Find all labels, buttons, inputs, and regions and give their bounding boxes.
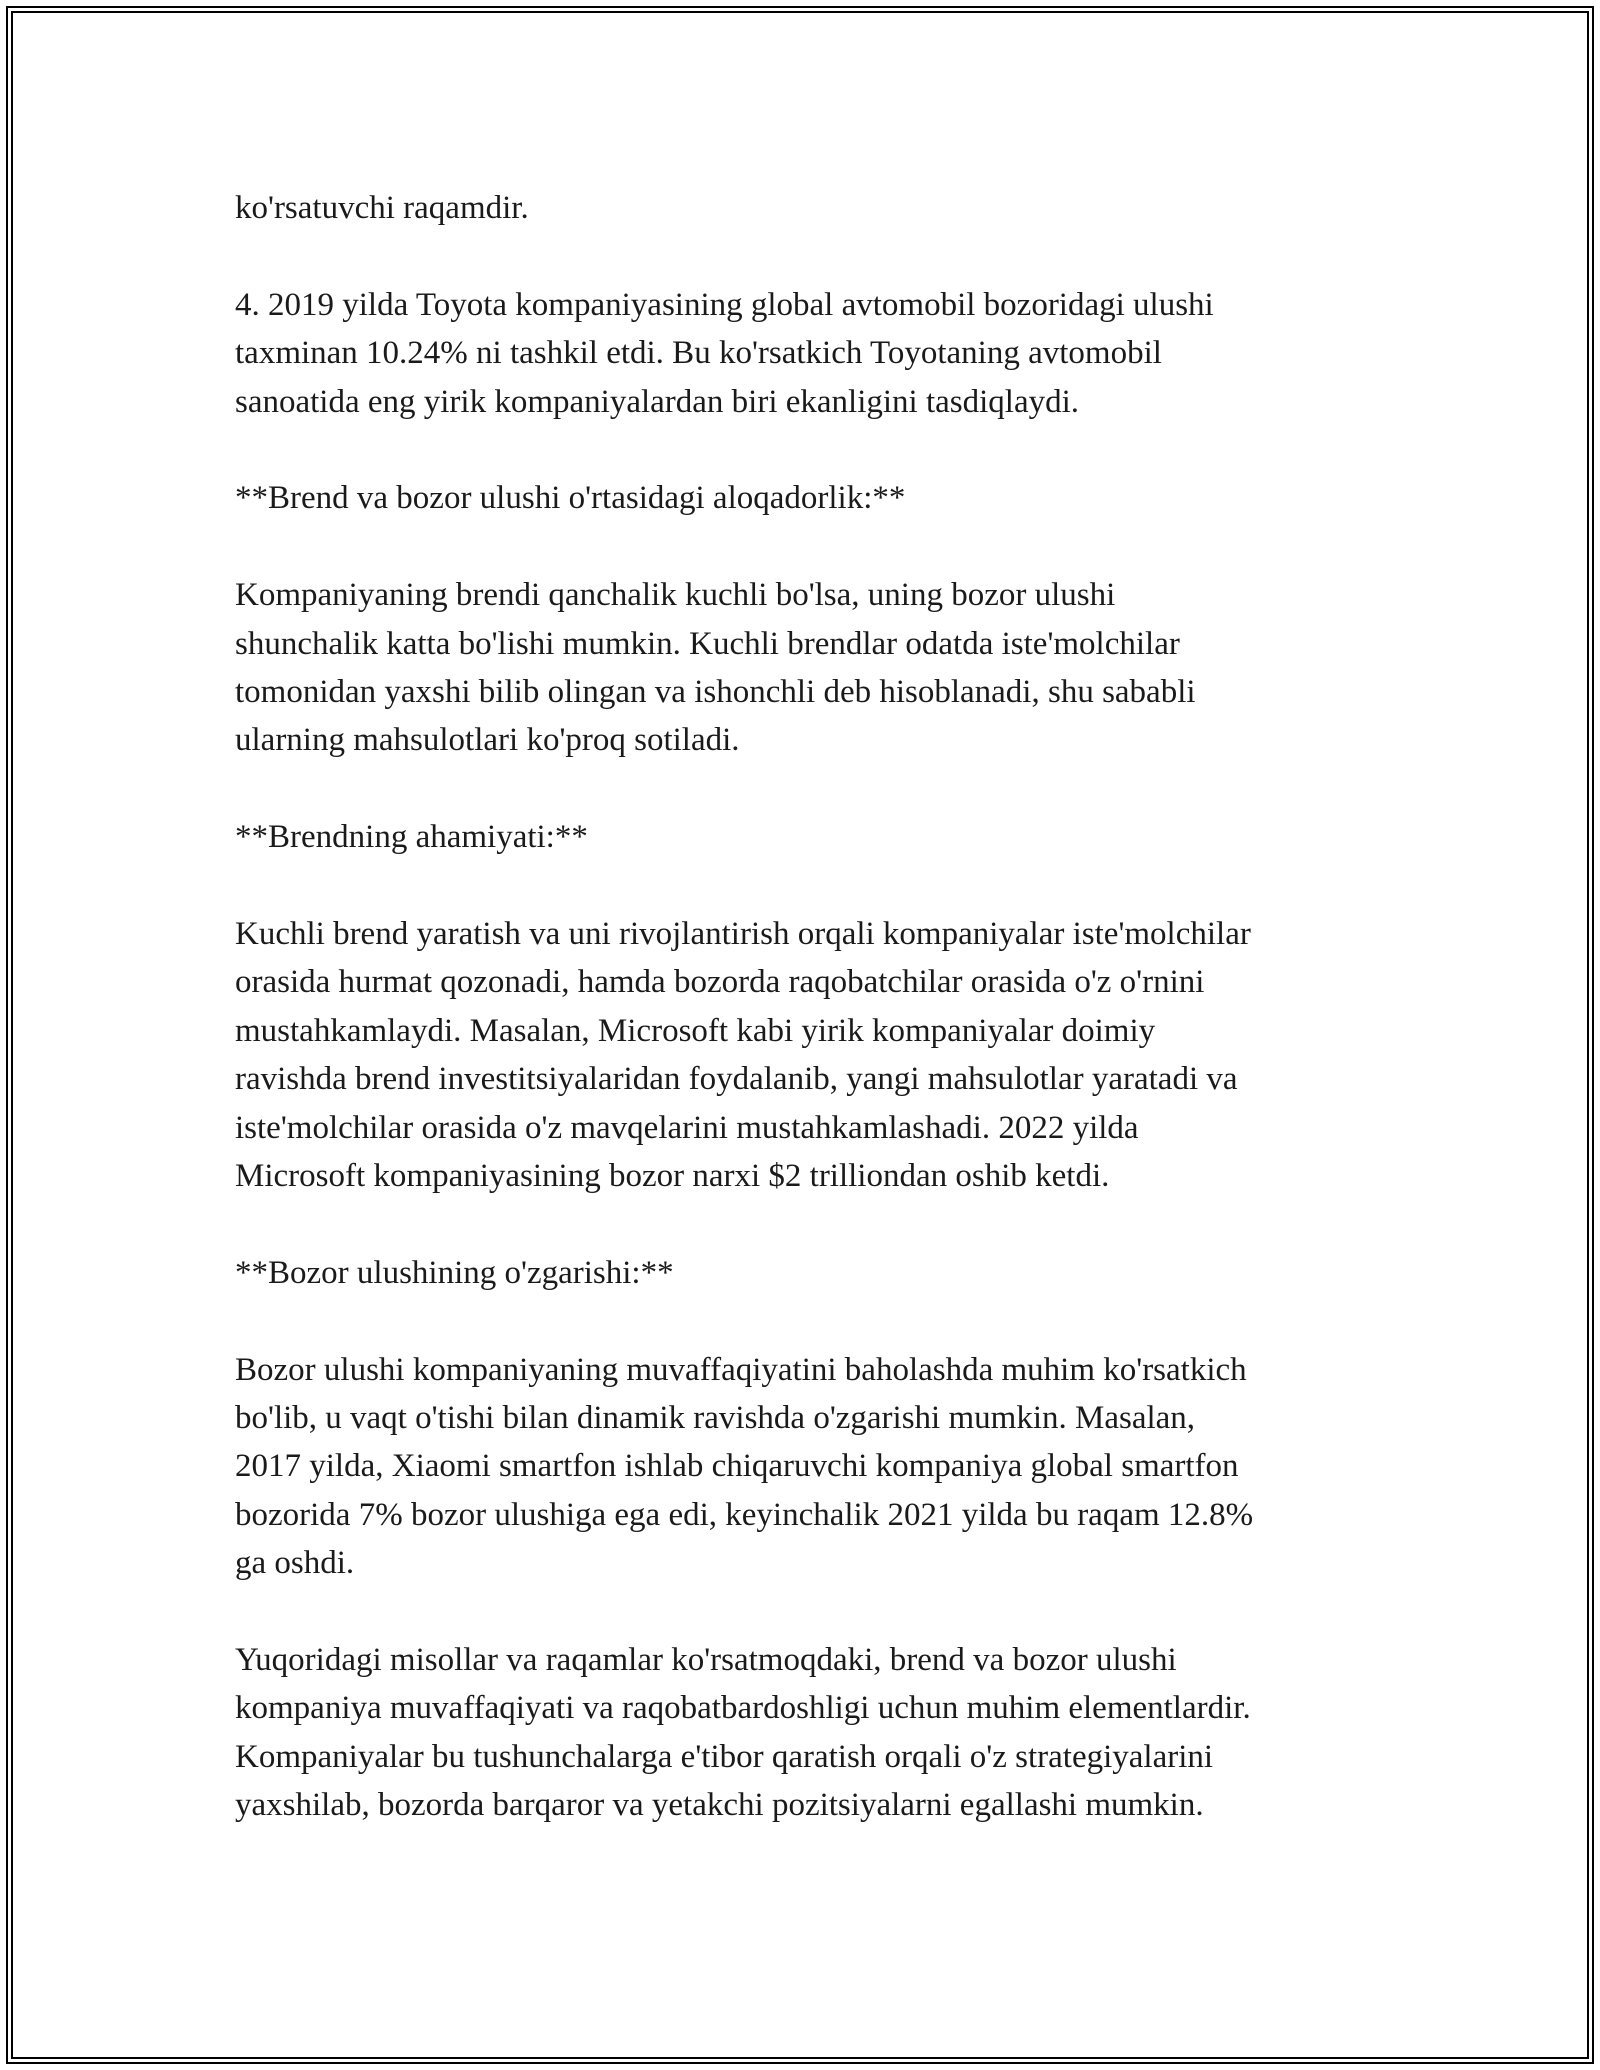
heading-brand-market-share-relation: **Brend va bozor ulushi o'rtasidagi aloqadorlik:** [235,480,906,517]
heading-brand-importance: **Brendning ahamiyati:** [235,819,588,856]
paragraph-microsoft-example: Kuchli brend yaratish va uni rivojlantirish orqali kompaniyalar iste'molchilar orasida hurmat qozonadi, hamda bozorda raqobatchilar orasida o'z o'rnini mustahkamlaydi. Masalan, Microsoft kabi yirik kompaniyalar doimiy ravishda brend investitsiyalaridan foydalanib, yangi mahsulotlar yaratadi va iste'molchilar orasida o'z mavqelarini mustahkamlashadi. 2022 yilda Microsoft kompaniyasining bozor narxi $2 trilliondan oshib ketdi. [235,916,1251,1195]
paragraph-brand-strength: Kompaniyaning brendi qanchalik kuchli bo'lsa, uning bozor ulushi shunchalik katta bo'lishi mumkin. Kuchli brendlar odatda iste'molchilar tomonidan yaxshi bilib olingan va ishonchli deb hisoblanadi, shu sababli ularning mahsulotlari ko'proq sotiladi. [235,577,1196,759]
heading-market-share-change: **Bozor ulushining o'zgarishi:** [235,1254,674,1291]
paragraph-conclusion: Yuqoridagi misollar va raqamlar ko'rsatmoqdaki, brend va bozor ulushi kompaniya muvaffaqiyati va raqobatbardoshligi uchun muhim elementlardir. Kompaniyalar bu tushunchalarga e'tibor qaratish orqali o'z strategiyalarini yaxshilab, bozorda barqaror va yetakchi pozitsiyalarni egallashi mumkin. [235,1642,1251,1824]
paragraph-toyota-market-share: 4. 2019 yilda Toyota kompaniyasining global avtomobil bozoridagi ulushi taxminan 10.24% ni tashkil etdi. Bu ko'rsatkich Toyotaning avtomobil sanoatida eng yirik kompaniyalardan biri ekanligini tasdiqlaydi. [235,286,1214,420]
paragraph-xiaomi-example: Bozor ulushi kompaniyaning muvaffaqiyatini baholashda muhim ko'rsatkich bo'lib, u vaqt o'tishi bilan dinamik ravishda o'zgarishi mumkin. Masalan, 2017 yilda, Xiaomi smartfon ishlab chiqaruvchi kompaniya global smartfon bozorida 7% bozor ulushiga ega edi, keyinchalik 2021 yilda bu raqam 12.8% ga oshdi. [235,1351,1254,1582]
paragraph-continuation: ko'rsatuvchi raqamdir. [235,190,529,226]
document-body [235,184,1395,1878]
